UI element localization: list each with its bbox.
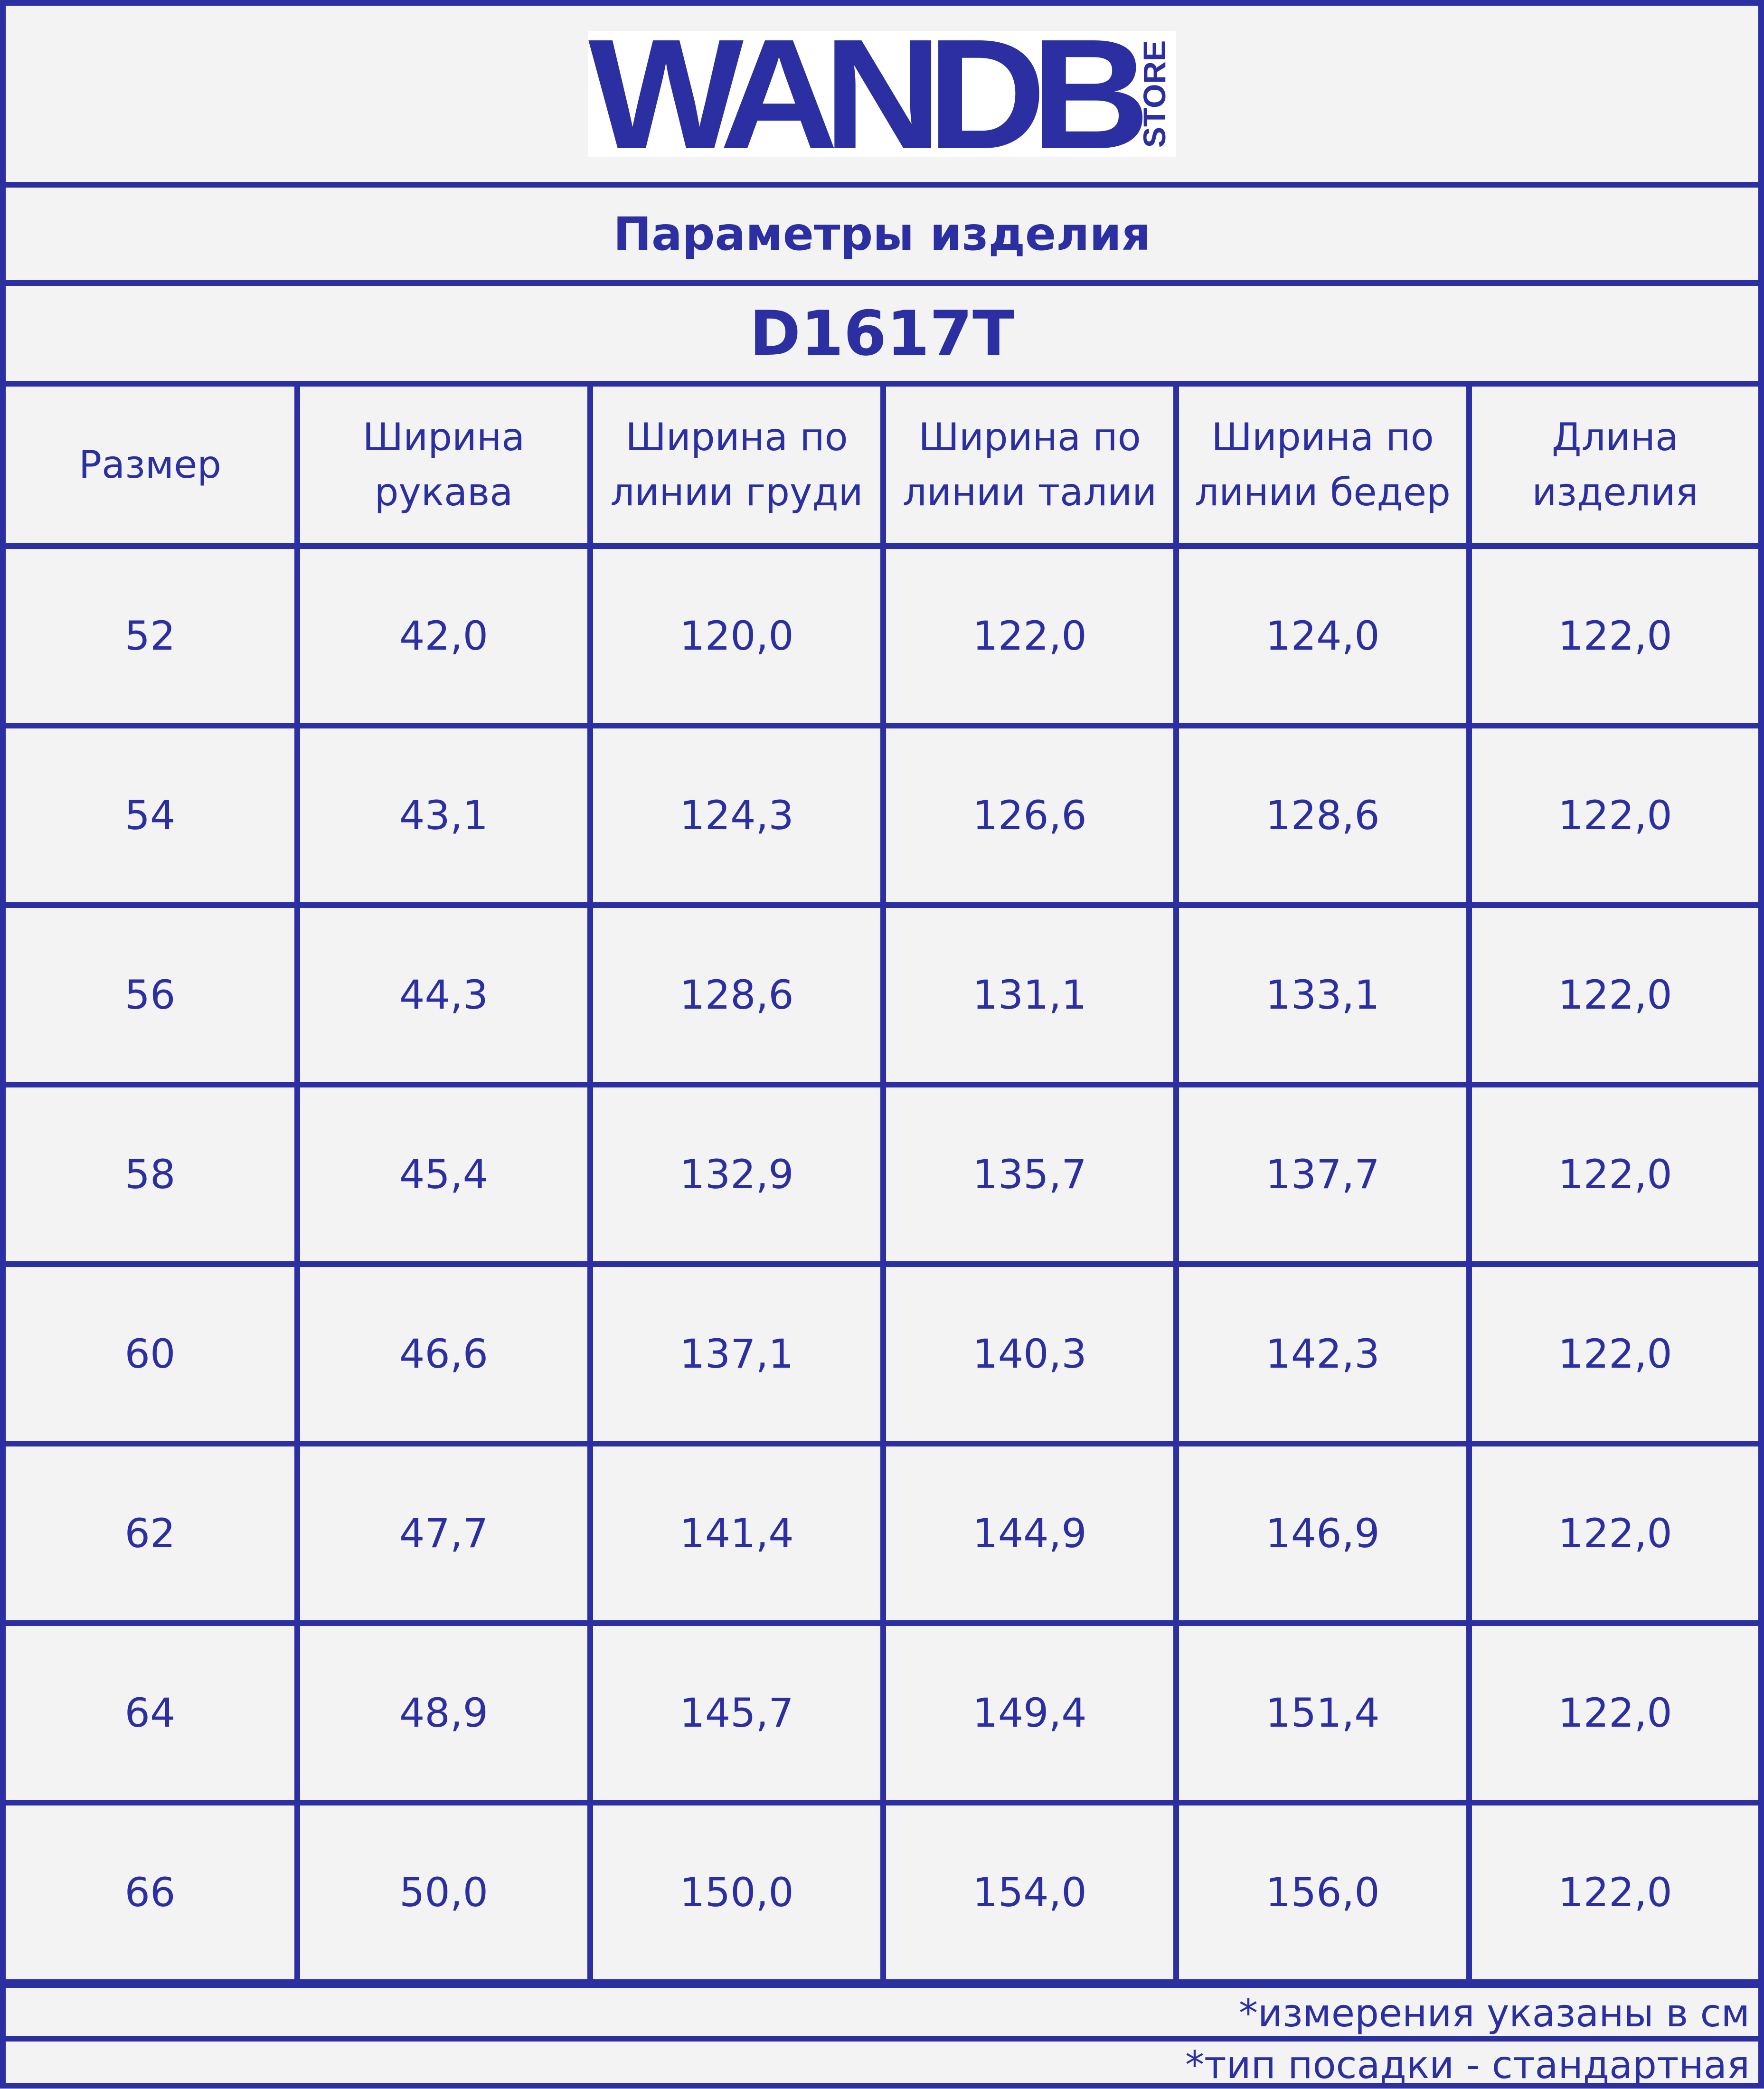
note-units: *измерения указаны в см xyxy=(6,1982,1758,2036)
size-cell: 60 xyxy=(6,1264,297,1444)
table-row xyxy=(6,905,1758,1085)
size-cell: 54 xyxy=(6,726,297,905)
table-row xyxy=(6,726,1758,905)
measurement-cell: 151,4 xyxy=(1176,1623,1469,1803)
measurement-cell: 141,4 xyxy=(590,1444,883,1623)
column-header: Длина изделия xyxy=(1469,387,1758,546)
size-cell: 52 xyxy=(6,546,297,726)
measurement-cell: 122,0 xyxy=(1469,546,1758,726)
measurement-cell: 137,1 xyxy=(590,1264,883,1444)
column-header: Ширина по линии талии xyxy=(883,387,1176,546)
size-cell: 64 xyxy=(6,1623,297,1803)
table-header-row xyxy=(6,387,1758,546)
product-sku: D1617T xyxy=(6,286,1758,387)
column-header: Ширина по линии бедер xyxy=(1176,387,1469,546)
logo-store-label: STORE xyxy=(1136,40,1172,148)
table-body xyxy=(6,546,1758,1982)
measurement-cell: 47,7 xyxy=(297,1444,590,1623)
measurement-cell: 140,3 xyxy=(883,1264,1176,1444)
measurement-cell: 122,0 xyxy=(1469,726,1758,905)
size-cell: 62 xyxy=(6,1444,297,1623)
measurement-cell: 45,4 xyxy=(297,1085,590,1264)
measurement-cell: 128,6 xyxy=(590,905,883,1085)
measurement-cell: 137,7 xyxy=(1176,1085,1469,1264)
measurement-cell: 126,6 xyxy=(883,726,1176,905)
measurement-cell: 128,6 xyxy=(1176,726,1469,905)
column-header: Размер xyxy=(6,387,297,546)
measurement-cell: 150,0 xyxy=(590,1803,883,1982)
table-row xyxy=(6,1623,1758,1803)
size-cell: 58 xyxy=(6,1085,297,1264)
measurement-cell: 46,6 xyxy=(297,1264,590,1444)
measurement-cell: 50,0 xyxy=(297,1803,590,1982)
logo-wordmark: WANDB xyxy=(588,6,1135,181)
measurement-cell: 132,9 xyxy=(590,1085,883,1264)
measurement-cell: 122,0 xyxy=(1469,905,1758,1085)
logo-section xyxy=(6,6,1758,188)
measurement-cell: 44,3 xyxy=(297,905,590,1085)
size-cell: 56 xyxy=(6,905,297,1085)
brand-logo xyxy=(588,6,1176,181)
measurement-cell: 145,7 xyxy=(590,1623,883,1803)
measurement-cell: 122,0 xyxy=(1469,1085,1758,1264)
measurement-cell: 133,1 xyxy=(1176,905,1469,1085)
table-row xyxy=(6,1803,1758,1982)
table-row xyxy=(6,546,1758,726)
measurement-cell: 154,0 xyxy=(883,1803,1176,1982)
column-header: Ширина по линии груди xyxy=(590,387,883,546)
measurement-cell: 122,0 xyxy=(1469,1264,1758,1444)
size-cell: 66 xyxy=(6,1803,297,1982)
measurement-cell: 42,0 xyxy=(297,546,590,726)
measurement-cell: 120,0 xyxy=(590,546,883,726)
measurement-cell: 144,9 xyxy=(883,1444,1176,1623)
table-row xyxy=(6,1444,1758,1623)
column-header: Ширина рукава xyxy=(297,387,590,546)
page-title: Параметры изделия xyxy=(6,188,1758,286)
measurement-cell: 122,0 xyxy=(1469,1444,1758,1623)
table-row xyxy=(6,1085,1758,1264)
measurement-cell: 142,3 xyxy=(1176,1264,1469,1444)
note-fit: *тип посадки - стандартная xyxy=(6,2036,1758,2089)
measurement-cell: 122,0 xyxy=(883,546,1176,726)
measurement-cell: 131,1 xyxy=(883,905,1176,1085)
measurement-cell: 146,9 xyxy=(1176,1444,1469,1623)
measurement-cell: 122,0 xyxy=(1469,1803,1758,1982)
size-table xyxy=(6,387,1758,1985)
measurement-cell: 124,3 xyxy=(590,726,883,905)
measurement-cell: 135,7 xyxy=(883,1085,1176,1264)
measurement-cell: 124,0 xyxy=(1176,546,1469,726)
table-row xyxy=(6,1264,1758,1444)
measurement-cell: 48,9 xyxy=(297,1623,590,1803)
measurement-cell: 149,4 xyxy=(883,1623,1176,1803)
measurement-cell: 122,0 xyxy=(1469,1623,1758,1803)
measurement-cell: 43,1 xyxy=(297,726,590,905)
measurement-cell: 156,0 xyxy=(1176,1803,1469,1982)
